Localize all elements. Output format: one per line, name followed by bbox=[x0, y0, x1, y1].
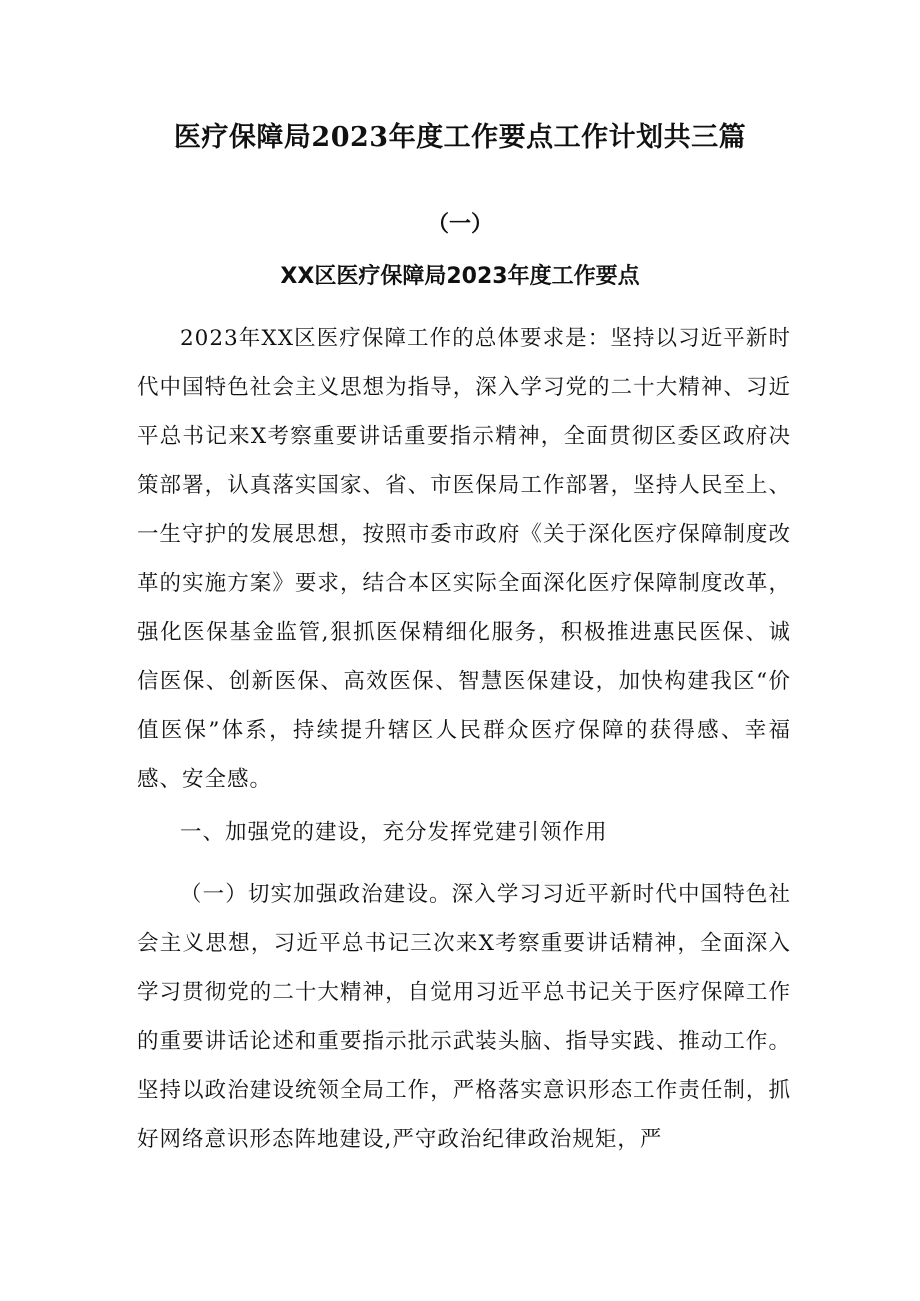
paragraph-political-construction: （一）切实加强政治建设。深入学习习近平新时代中国特色社会主义思想，习近平总书记三次来X考察重要讲话精神，全面深入学习贯彻党的二十大精神，自觉用习近平总书记关于医疗保障工作的重要讲话论述和重要指示批示武装头脑、指导实践、推动工作。坚持以政治建设统领全局工作，严格落实意识形态工作责任制，抓好网络意识形态阵地建设,严守政治纪律政治规矩，严 bbox=[137, 882, 791, 1152]
heading-party-building: 一、加强党的建设，充分发挥党建引领作用 bbox=[180, 820, 608, 845]
section-number: （一） bbox=[426, 212, 493, 237]
paragraph-overview: 2023年XX区医疗保障工作的总体要求是：坚持以习近平新时代中国特色社会主义思想为指导，深入学习党的二十大精神、习近平总书记来X考察重要讲话重要指示精神，全面贯彻区委区政府决策部署，认真落实国家、省、市医保局工作部署，坚持人民至上、一生守护的发展思想，按照市委市政府《关于深化医疗保障制度改革的实施方案》要求，结合本区实际全面深化医疗保障制度改革，强化医保基金监管,狠抓医保精细化服务，积极推进惠民医保、诚信医保、创新医保、高效医保、智慧医保建设，加快构建我区“价值医保”体系，持续提升辖区人民群众医疗保障的获得感、幸福感、安全感。 bbox=[137, 326, 791, 792]
document-title: 医疗保障局2023年度工作要点工作计划共三篇 bbox=[173, 122, 747, 153]
section-title: XX区医疗保障局2023年度工作要点 bbox=[280, 264, 640, 289]
